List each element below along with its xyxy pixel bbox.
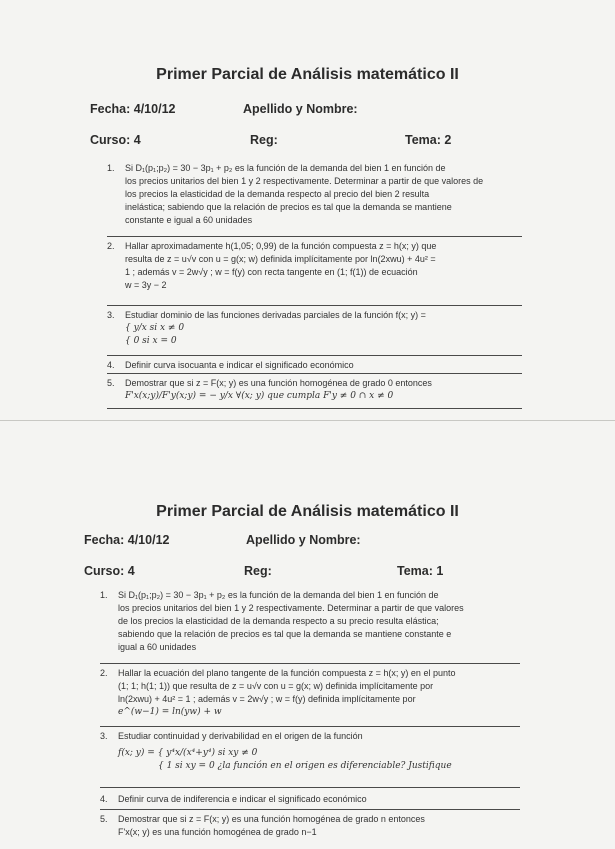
divider [107, 236, 522, 237]
question-line: e^(w−1) = ln(yw) + w [118, 707, 222, 717]
question-line: { y/x si x ≠ 0 [125, 323, 185, 333]
question-line: constante e igual a 60 unidades [125, 215, 253, 225]
fecha-label: Fecha: 4/10/12 [90, 102, 176, 116]
question-line: resulta de z = u√v con u = g(x; w) definida implícitamente por ln(2xwu) + 4u² = [125, 254, 436, 264]
question-number: 1. [107, 163, 115, 173]
question-line: w = 3y − 2 [125, 280, 167, 290]
fecha-label: Fecha: 4/10/12 [84, 533, 170, 547]
question-line: sabiendo que la relación de precios es tal que la demanda se mantiene constante e [118, 629, 452, 639]
question-line: { 0 si x = 0 [125, 336, 177, 346]
question-number: 2. [107, 241, 115, 251]
divider [100, 809, 520, 810]
question-number: 3. [107, 310, 115, 320]
question-line: { 1 si xy = 0 ¿la función en el origen es diferenciable? Justifique [158, 761, 452, 771]
question-line: (1; 1; h(1; 1)) que resulta de z = u√v con u = g(x; w) definida implícitamente por [118, 681, 434, 691]
question-line: Hallar aproximadamente h(1,05; 0,99) de la función compuesta z = h(x; y) que [125, 241, 437, 251]
exam-title: Primer Parcial de Análisis matemático II [156, 66, 459, 83]
tema-label: Tema: 2 [405, 133, 452, 147]
question-line: f(x; y) = { y⁴x/(x⁴+y⁴) si xy ≠ 0 [118, 748, 258, 758]
question-line: F'x(x;y)/F'y(x;y) = − y/x ∀(x; y) que cumpla F'y ≠ 0 ∩ x ≠ 0 [125, 391, 394, 401]
tema-label: Tema: 1 [397, 564, 444, 578]
reg-label: Reg: [244, 564, 272, 578]
divider [107, 373, 522, 374]
question-line: Estudiar dominio de las funciones derivadas parciales de la función f(x; y) = [125, 310, 426, 320]
curso-label: Curso: 4 [90, 133, 141, 147]
exam-sheet-tema-1 [0, 420, 615, 849]
curso-label: Curso: 4 [84, 564, 135, 578]
divider [100, 787, 520, 788]
question-line: Demostrar que si z = F(x; y) es una función homogénea de grado n entonces [118, 814, 425, 824]
divider [100, 663, 520, 664]
exam-sheet-tema-2 [0, 0, 615, 420]
question-line: 1 ; además v = 2w√y ; w = f(y) con recta tangente en (1; f(1)) de ecuación [125, 267, 418, 277]
question-number: 2. [100, 668, 108, 678]
question-line: Demostrar que si z = F(x; y) es una función homogénea de grado 0 entonces [125, 378, 432, 388]
question-line: Hallar la ecuación del plano tangente de la función compuesta z = h(x; y) en el punto [118, 668, 456, 678]
divider [107, 355, 522, 356]
question-line: ln(2xwu) + 4u² = 1 ; además v = 2w√y ; w = f(y) definida implícitamente por [118, 694, 416, 704]
reg-label: Reg: [250, 133, 278, 147]
divider [100, 726, 520, 727]
divider [107, 305, 522, 306]
question-number: 4. [107, 360, 115, 370]
question-line: inelástica; sabiendo que la relación de precios es tal que la demanda se mantiene [125, 202, 452, 212]
question-number: 3. [100, 731, 108, 741]
question-number: 5. [100, 814, 108, 824]
question-line: Si D₁(p₁;p₂) = 30 − 3p₁ + p₂ es la función de la demanda del bien 1 en función de [118, 590, 439, 600]
question-line: los precios unitarios del bien 1 y 2 respectivamente. Determinar a partir de que valores [118, 603, 464, 613]
exam-title: Primer Parcial de Análisis matemático II [156, 503, 459, 520]
question-line: Estudiar continuidad y derivabilidad en el origen de la función [118, 731, 363, 741]
question-line: Definir curva isocuanta e indicar el significado económico [125, 360, 354, 370]
divider [107, 408, 522, 409]
question-line: los precios unitarios del bien 1 y 2 respectivamente. Determinar a partir de que valores de [125, 176, 484, 186]
question-number: 5. [107, 378, 115, 388]
question-line: Si D₁(p₁;p₂) = 30 − 3p₁ + p₂ es la función de la demanda del bien 1 en función de [125, 163, 446, 173]
apellido-nombre-label: Apellido y Nombre: [243, 102, 358, 116]
question-line: F'x(x; y) es una función homogénea de grado n−1 [118, 827, 317, 837]
question-number: 1. [100, 590, 108, 600]
apellido-nombre-label: Apellido y Nombre: [246, 533, 361, 547]
question-line: Definir curva de indiferencia e indicar el significado económico [118, 794, 367, 804]
question-line: los precios la elasticidad de la demanda respecto al precio del bien 2 resulta [125, 189, 430, 199]
question-line: igual a 60 unidades [118, 642, 197, 652]
question-line: de los precios la elasticidad de la demanda respecto a su precio resulta elástica; [118, 616, 439, 626]
question-number: 4. [100, 794, 108, 804]
